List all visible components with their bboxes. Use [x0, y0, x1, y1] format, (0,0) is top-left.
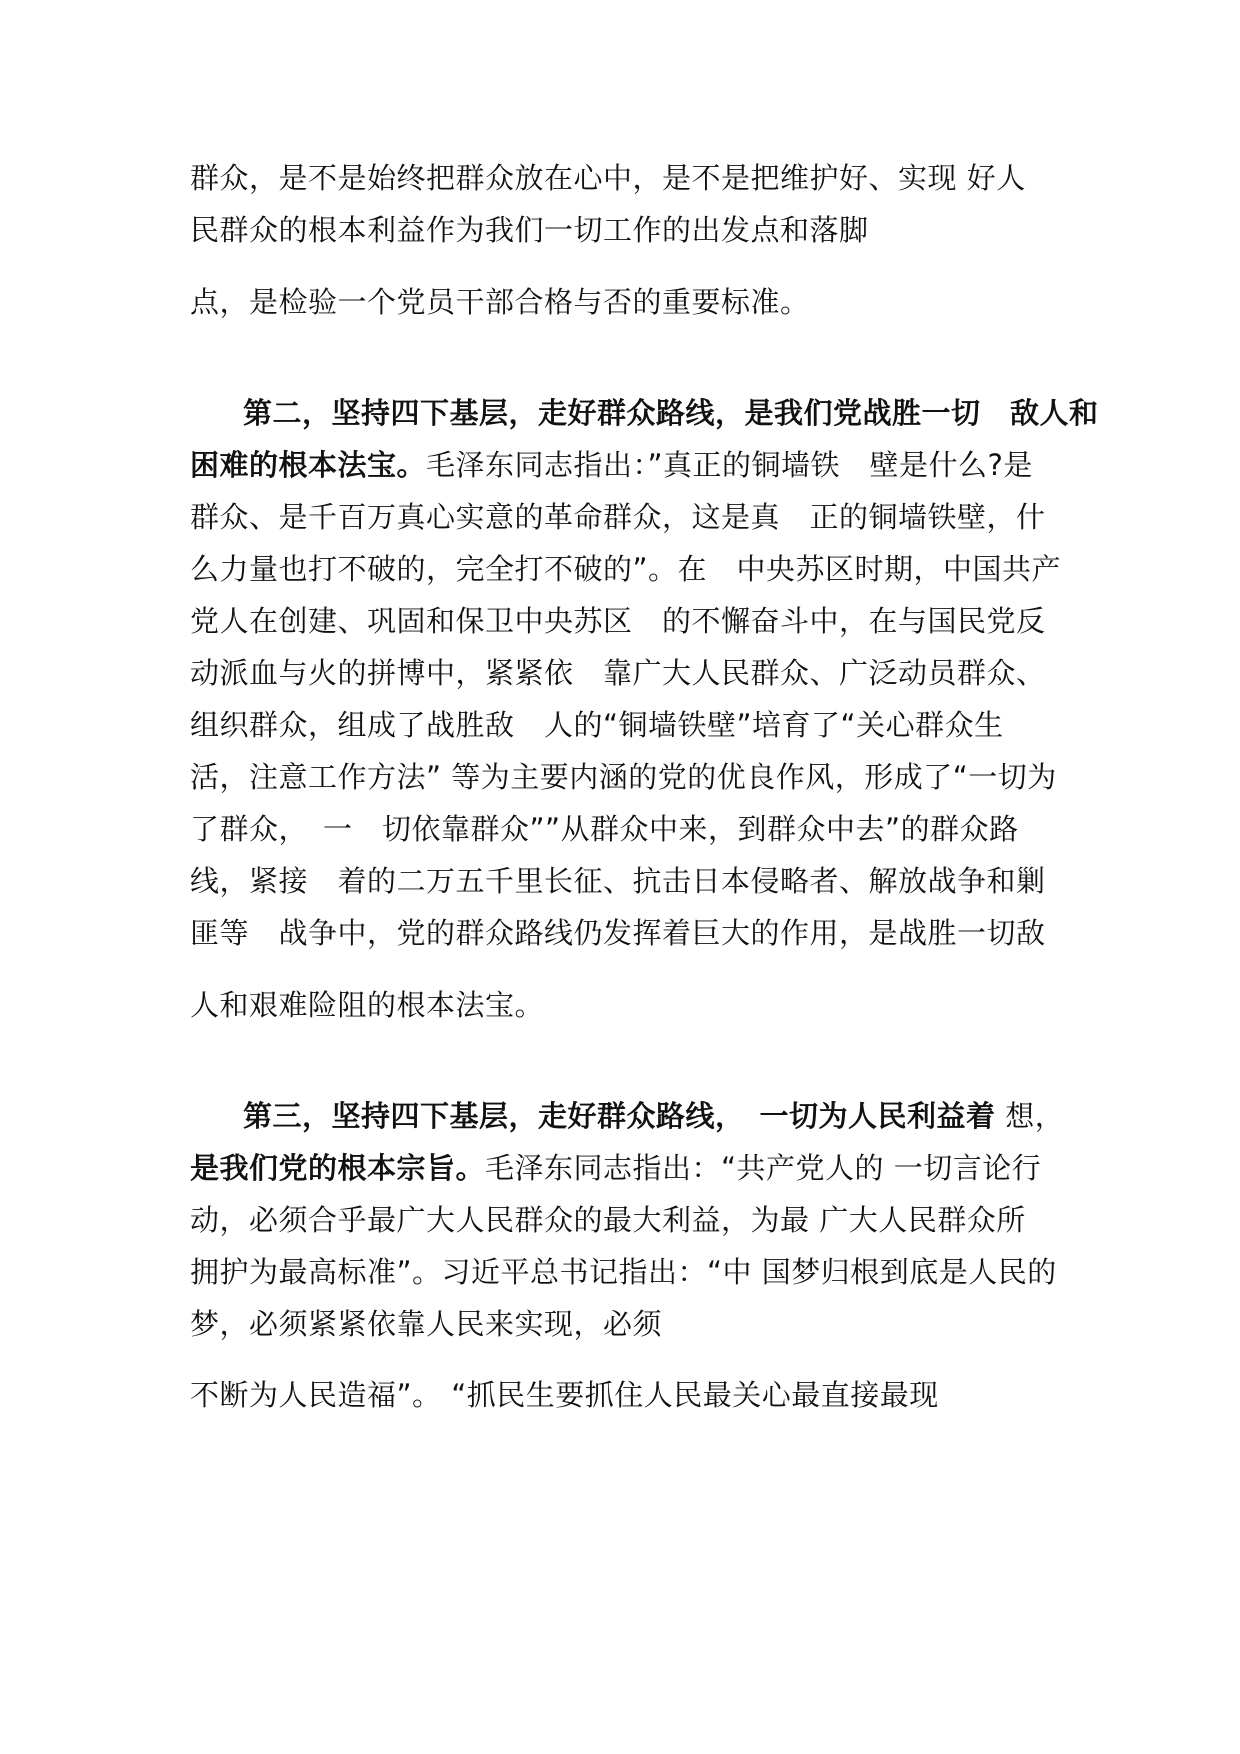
- section-heading-end: 困难的根本法宝。: [190, 448, 427, 482]
- heading-tail: 想，: [995, 1099, 1065, 1133]
- text-line: 群众、是千百万真心实意的革命群众，这是真 正的铜墙铁壁，什: [190, 500, 1046, 534]
- text-line: 拥护为最高标准”。习近平总书记指出：“中 国梦归根到底是人民的: [190, 1255, 1057, 1289]
- text-line: 动派血与火的拼博中，紧紧依 靠广大人民群众、广泛动员群众、: [190, 656, 1046, 690]
- text-line: 民群众的根本利益作为我们一切工作的出发点和落脚: [190, 213, 869, 247]
- text-line: 群众，是不是始终把群众放在心中，是不是把维护好、实现 好人: [190, 161, 1026, 195]
- text-line: 线，紧接 着的二万五千里长征、抗击日本侵略者、解放战争和剿: [190, 864, 1046, 898]
- text-line: 点，是检验一个党员干部合格与否的重要标准。: [190, 285, 810, 319]
- section-heading: 第二，坚持四下基层，走好群众路线，是我们党战胜一切 敌人和: [243, 396, 1099, 430]
- text-line: 党人在创建、巩固和保卫中央苏区 的不懈奋斗中，在与国民党反: [190, 604, 1046, 638]
- text-line: [190, 1148, 1041, 1188]
- text-line: 么力量也打不破的，完全打不破的”。在 中央苏区时期，中国共产: [190, 552, 1062, 586]
- text-line: 梦，必须紧紧依靠人民来实现，必须: [190, 1307, 663, 1341]
- text-line: 不断为人民造福”。 “抓民生要抓住人民最关心最直接最现: [190, 1378, 939, 1412]
- quote-intro: 毛泽东同志指出：”真正的铜墙铁 壁是什么?是: [426, 448, 1033, 482]
- quote-intro: 毛泽东同志指出：“共产党人的 一切言论行: [485, 1151, 1042, 1185]
- text-line: [190, 445, 1033, 485]
- text-line: 活，注意工作方法” 等为主要内涵的党的优良作风，形成了“一切为: [190, 760, 1057, 794]
- text-line: 人和艰难险阻的根本法宝。: [190, 988, 545, 1022]
- text-line: 匪等 战争中，党的群众路线仍发挥着巨大的作用，是战胜一切敌: [190, 916, 1046, 950]
- text-line: 组织群众，组成了战胜敌 人的“铜墙铁壁”培育了“关心群众生: [190, 708, 1004, 742]
- text-line: 了群众， 一 切依靠群众””从群众中来，到群众中去”的群众路: [190, 812, 1019, 846]
- text-line: 动，必须合乎最广大人民群众的最大利益，为最 广大人民群众所: [190, 1203, 1026, 1237]
- section-heading: 第三，坚持四下基层，走好群众路线， 一切为人民利益着: [243, 1099, 996, 1133]
- section-heading-end: 是我们党的根本宗旨。: [190, 1151, 486, 1185]
- text-line: [243, 1096, 1064, 1136]
